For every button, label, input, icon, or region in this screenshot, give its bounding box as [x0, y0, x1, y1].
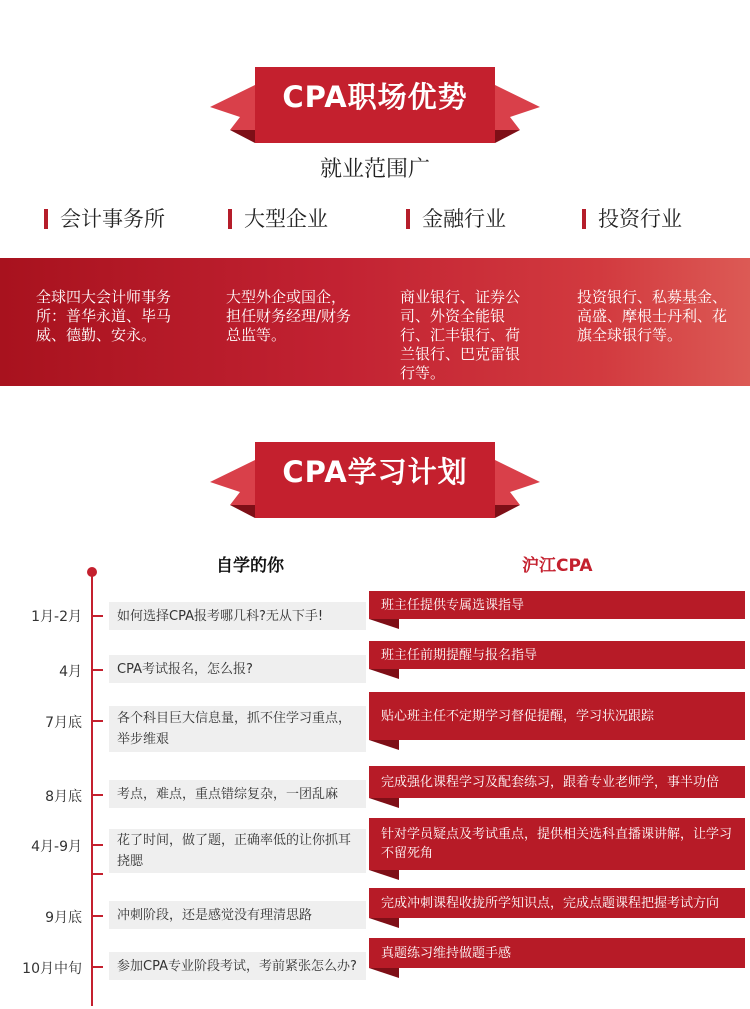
career-title-ribbon: [0, 55, 750, 155]
fold-corner: [369, 918, 399, 928]
category-bar-icon: [582, 209, 586, 229]
category-bar-icon: [44, 209, 48, 229]
timeline-dot-icon: [87, 567, 97, 577]
timeline-tick: [93, 720, 103, 722]
timeline-tick: [93, 873, 103, 875]
category-enterprise: 大型企业: [228, 205, 328, 233]
category-finance: 金融行业: [406, 205, 506, 233]
hujiang-item: 针对学员疑点及考试重点，提供相关选科直播课讲解，让学习不留死角: [369, 818, 745, 870]
career-title: CPA职场优势: [282, 80, 468, 114]
category-desc: 投资银行、私募基金、高盛、摩根士丹利、花旗全球银行等。: [577, 288, 728, 344]
time-label: 7月底: [45, 715, 82, 731]
category-bar-icon: [228, 209, 232, 229]
fold-corner: [369, 968, 399, 978]
time-label: 9月底: [45, 910, 82, 926]
timeline-line: [91, 574, 93, 1006]
self-item: 如何选择CPA报考哪几科?无从下手!: [109, 602, 366, 630]
fold-corner: [369, 740, 399, 750]
timeline-tick: [93, 794, 103, 796]
self-item: 参加CPA专业阶段考试，考前紧张怎么办?: [109, 952, 366, 980]
plan-title: CPA学习计划: [282, 455, 468, 489]
self-item: CPA考试报名，怎么报?: [109, 655, 366, 683]
category-desc: 全球四大会计师事务所：普华永道、毕马威、德勤、安永。: [36, 288, 172, 344]
time-label: 1月-2月: [31, 609, 82, 625]
timeline-tick: [93, 915, 103, 917]
fold-corner: [369, 669, 399, 679]
hujiang-item: 完成强化课程学习及配套练习，跟着专业老师学，事半功倍: [369, 766, 745, 798]
self-item: 考点，难点，重点错综复杂，一团乱麻: [109, 780, 366, 808]
fold-corner: [369, 798, 399, 808]
timeline-tick: [93, 615, 103, 617]
time-label: 8月底: [45, 789, 82, 805]
category-investment: 投资行业: [582, 205, 682, 233]
category-desc: 商业银行、证券公司、外资全能银行、汇丰银行、荷兰银行、巴克雷银行等。: [400, 288, 521, 382]
plan-title-ribbon: [0, 430, 750, 530]
category-accounting: 会计事务所: [44, 205, 165, 233]
category-bar-icon: [406, 209, 410, 229]
col-head-hujiang: 沪江CPA: [522, 556, 593, 576]
career-subtitle: 就业范围广: [319, 157, 430, 182]
time-label: 10月中旬: [22, 961, 82, 977]
fold-corner: [369, 619, 399, 629]
timeline-tick: [93, 844, 103, 846]
self-item: 花了时间，做了题，正确率低的让你抓耳挠腮: [109, 829, 366, 873]
timeline-tick: [93, 669, 103, 671]
hujiang-item: 真题练习维持做题手感: [369, 938, 745, 968]
self-item: 各个科目巨大信息量，抓不住学习重点，举步维艰: [109, 706, 366, 752]
timeline-tick: [93, 966, 103, 968]
time-label: 4月-9月: [31, 839, 82, 855]
col-head-self: 自学的你: [216, 556, 284, 576]
hujiang-item: 完成冲刺课程收拢所学知识点，完成点题课程把握考试方向: [369, 888, 745, 918]
hujiang-item: 班主任提供专属选课指导: [369, 591, 745, 619]
hujiang-item: 班主任前期提醒与报名指导: [369, 641, 745, 669]
hujiang-item: 贴心班主任不定期学习督促提醒，学习状况跟踪: [369, 692, 745, 740]
time-label: 4月: [59, 664, 82, 680]
career-band: [0, 258, 750, 386]
fold-corner: [369, 870, 399, 880]
self-item: 冲刺阶段，还是感觉没有理清思路: [109, 901, 366, 929]
category-desc: 大型外企或国企，担任财务经理/财务总监等。: [226, 288, 352, 344]
